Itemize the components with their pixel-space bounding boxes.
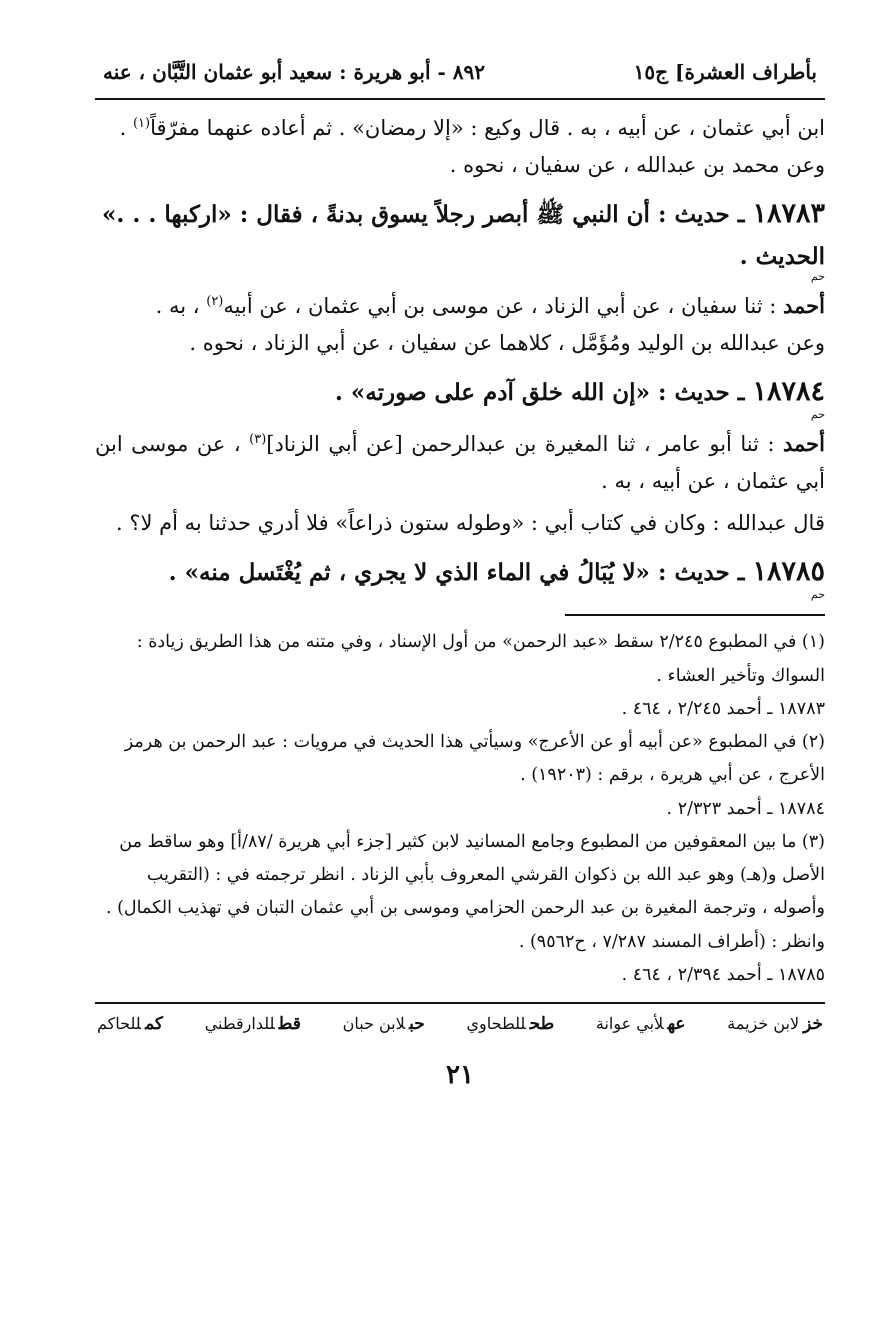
footnotes (95, 626, 825, 992)
abbr-label: لابن خزيمة (727, 1014, 800, 1033)
text: ، عن موسى ابن أبي عثمان ، عن أبيه ، به . (95, 431, 825, 493)
abbr-code: حب (409, 1014, 425, 1034)
text: ، به . (155, 294, 207, 318)
abbr-label: للدارقطني (204, 1014, 275, 1033)
body-paragraph (95, 288, 825, 325)
body-paragraph (95, 426, 825, 500)
footnote-2: (٢) في المطبوع «عن أبيه أو عن الأعرج» وسيأتي هذا الحديث في مرويات : عبد الرحمن بن هرمز الأعرج ، عن أبي هريرة ، برقم : (١٩٢٠٣) . (124, 732, 825, 786)
hadith-number: ١٨٧٨٣ (752, 197, 825, 229)
abbr-item (727, 1014, 823, 1034)
footnote-1-source: ١٨٧٨٣ ـ أحمد ٢/٢٤٥ ، ٤٦٤ . (621, 698, 825, 719)
abbr-code: خز (803, 1014, 823, 1034)
hadith-number: ١٨٧٨٥ (752, 556, 825, 587)
abbr-code: كم (145, 1014, 163, 1034)
body-paragraph: قال عبدالله : وكان في كتاب أبي : «وطوله ستون ذراعاً» فلا أدري حدثنا به أم لا؟ . (115, 511, 825, 536)
header-book-title: بأطراف العشرة] ج١٥ (633, 60, 817, 84)
footnote-2-source: ١٨٧٨٤ ـ أحمد ٢/٣٢٣ . (666, 798, 825, 819)
abbr-item (97, 1014, 163, 1034)
header-section-title: ٨٩٢ - أبو هريرة : سعيد أبو عثمان التَّبَّان ، عنه (103, 60, 486, 84)
abbr-label: للطحاوي (466, 1014, 526, 1033)
footnote-ref[interactable]: (٢) (206, 294, 224, 309)
abbreviation-separator (95, 1002, 825, 1004)
hadith-entry (95, 368, 825, 415)
text: ابن أبي عثمان ، عن أبيه ، به . قال وكيع : «إلا رمضان» . ثم أعاده عنهما مفرّقاً (150, 116, 825, 140)
hadith-text: ـ حديث : «لا يُبَالُ في الماء الذي لا يجري ، ثم يُغْتَسل منه» . (168, 559, 753, 586)
hadith-number: ١٨٧٨٤ (752, 375, 825, 407)
abbr-item (467, 1014, 555, 1034)
source-marker: حم (810, 407, 825, 421)
hadith-text: ـ حديث : أن النبي ﷺ أبصر رجلاً يسوق بدنةً ، فقال : «اركبها . . .» الحديث . (101, 200, 825, 270)
text: : ثنا سفيان ، عن أبي الزناد ، عن موسى بن أبي عثمان ، عن أبيه (223, 294, 784, 318)
abbr-item (596, 1014, 686, 1034)
footnote-1: (١) في المطبوع ٢/٢٤٥ سقط «عبد الرحمن» من أول الإسناد ، وفي متنه من هذا الطريق زيادة : السواك وتأخير العشاء . (136, 632, 825, 686)
hadith-entry (95, 190, 825, 278)
source-marker: حم (810, 270, 825, 283)
narrator-lead: أحمد (783, 430, 825, 456)
abbreviation-legend (95, 1014, 825, 1034)
hadith-entry (95, 548, 825, 595)
abbr-item (343, 1014, 425, 1034)
text: . (119, 116, 133, 140)
page-number: ٢١ (446, 1060, 474, 1090)
footnote-ref[interactable]: (٣) (249, 431, 267, 447)
source-marker: حم (810, 588, 825, 602)
abbr-code: عه (667, 1014, 686, 1034)
abbr-label: لأبي عوانة (595, 1014, 664, 1033)
abbr-code: طح (529, 1014, 555, 1034)
abbr-item (205, 1014, 301, 1034)
abbr-code: قط (278, 1014, 301, 1034)
narrator-lead: أحمد (783, 293, 825, 318)
body-paragraph: وعن عبدالله بن الوليد ومُؤَمَّل ، كلاهما عن سفيان ، عن أبي الزناد ، نحوه . (189, 330, 825, 355)
body-paragraph (95, 110, 825, 147)
body-paragraph: وعن محمد بن عبدالله ، عن سفيان ، نحوه . (449, 152, 825, 177)
text: : ثنا أبو عامر ، ثنا المغيرة بن عبدالرحمن [عن أبي الزناد] (266, 431, 784, 456)
abbr-label: للحاكم (97, 1014, 142, 1033)
page (95, 60, 825, 1090)
footnote-3-source: ١٨٧٨٥ ـ أحمد ٢/٣٩٤ ، ٤٦٤ . (621, 964, 825, 985)
running-header (95, 60, 825, 100)
footnote-3: (٣) ما بين المعقوفين من المطبوع وجامع المسانيد لابن كثير [جزء أبي هريرة /٨٧/أ] وهو ساقط من الأصل و(هـ) وهو عبد الله بن ذكوان القرشي المعروف بأبي الزناد . انظر ترجمته في : (التقريب وأصوله ، وترجمة المغيرة بن عبد الرحمن الحزامي وموسى بن أبي عثمان التبان في تهذيب الكمال) . وانظر : (أطراف المسند ٧/٢٨٧ ، ح٩٥٦٢) . (105, 831, 825, 952)
hadith-text: ـ حديث : «إن الله خلق آدم على صورته» . (334, 378, 753, 406)
footnote-ref[interactable]: (١) (132, 116, 151, 131)
footnote-separator (565, 614, 825, 616)
abbr-label: لابن حبان (342, 1014, 406, 1033)
